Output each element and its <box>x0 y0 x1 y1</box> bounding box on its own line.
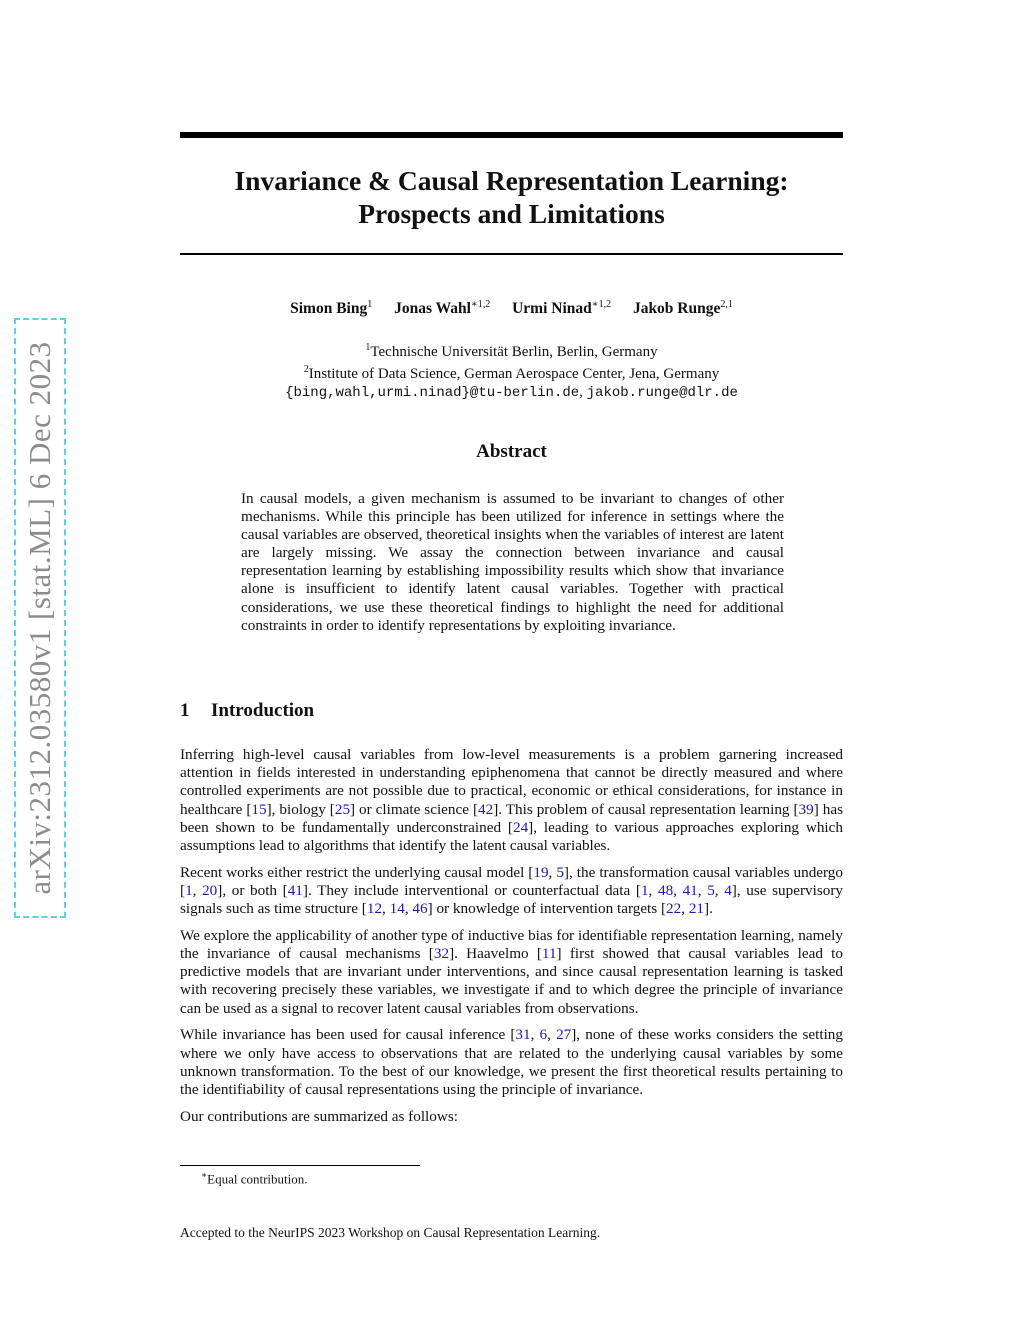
author-affil-mark: ∗1,2 <box>591 299 612 310</box>
author-affil-mark: 1 <box>367 299 373 310</box>
citation-link[interactable]: 27 <box>556 1026 572 1044</box>
body-text-run: , <box>714 881 725 899</box>
body-paragraph <box>180 1108 843 1126</box>
affiliation-1: $^1$Technische Universität Berlin, Berlin, Germany <box>365 342 658 360</box>
body-text-run: , <box>382 900 390 918</box>
body-paragraph <box>180 1026 843 1099</box>
author: Jakob Runge$^{2,1}$ <box>632 299 733 318</box>
citation-link[interactable]: 14 <box>389 900 405 918</box>
body-text-run: While invariance has been used for causal inference [ <box>180 1026 516 1044</box>
body-text-run: , <box>547 1026 557 1044</box>
footnote-text: Equal contribution. <box>207 1171 308 1187</box>
citation-link[interactable]: 5 <box>556 863 564 881</box>
body-text-run: Recent works either restrict the underlying causal model [ <box>180 863 534 881</box>
citation-link[interactable]: 25 <box>334 800 351 818</box>
body-text-run: We explore the applicability of another type of inductive bias for identifiable representation learning, namely the invariance of causal mechanisms [ <box>180 926 843 963</box>
body-text-run: , <box>673 881 683 899</box>
citation-link[interactable]: 11 <box>541 945 557 963</box>
citation-link[interactable]: 15 <box>251 800 267 818</box>
paper-title <box>180 164 843 230</box>
citation-link[interactable]: 41 <box>287 881 303 899</box>
email-2[interactable]: jakob.runge@dlr.de <box>586 385 738 401</box>
citation-link[interactable]: 48 <box>657 881 674 899</box>
section-number: 1 <box>180 700 190 721</box>
citation-link[interactable]: 24 <box>512 818 529 836</box>
body-text-run: ], use supervisory signals such as time structure [ <box>180 881 844 918</box>
citation-link[interactable]: 5 <box>707 881 715 899</box>
body-text-run: ]. This problem of causal representation learning [ <box>493 800 799 818</box>
section-title: Introduction <box>211 700 315 721</box>
citation-link[interactable]: 22 <box>666 900 682 918</box>
citation-link[interactable]: 12 <box>366 900 383 918</box>
body-text-run: , <box>192 881 203 899</box>
body-text-run: , <box>697 881 708 899</box>
title-line-2: Prospects and Limitations <box>358 198 665 229</box>
arxiv-stamp <box>14 318 66 918</box>
body-text-run: ], leading to various approaches exploring which assumptions lead to algorithms that identify the latent causal variables. <box>180 818 843 855</box>
body-text-run: Inferring high-level causal variables from low-level measurements is a problem garnering increased attention in fields interested in understanding epiphenomena that cannot be directly measured and where controlled experiments are not possible due to practical, economic or ethical considerations, for instance in healthcare [ <box>180 746 843 818</box>
venue-note: Accepted to the NeurIPS 2023 Workshop on Causal Representation Learning. <box>180 1225 601 1240</box>
author-affil-mark: 2,1 <box>720 299 733 310</box>
citation-link[interactable]: 19 <box>533 863 549 881</box>
citation-link[interactable]: 1 <box>185 881 193 899</box>
citation-link[interactable]: 42 <box>478 800 494 818</box>
citation-link[interactable]: 21 <box>688 900 705 918</box>
author: Urmi Ninad$^{∗1,2}$ <box>512 299 612 318</box>
footnote-rule <box>180 1165 420 1166</box>
introduction-body <box>180 746 843 1134</box>
footnote <box>201 1170 308 1187</box>
body-paragraph <box>180 746 843 855</box>
body-text-run: ], biology [ <box>266 800 335 818</box>
body-text-run: , <box>548 863 557 881</box>
body-text-run: Our contributions are summarized as follows: <box>180 1107 458 1125</box>
body-text-run: , <box>648 881 658 899</box>
abstract-heading: Abstract <box>476 441 547 462</box>
body-text-run: ]. <box>704 900 713 918</box>
author-emails: {bing,wahl,urmi.ninad}@tu-berlin.de, jakob.runge@dlr.de <box>285 384 738 401</box>
author: Simon Bing$^1$ <box>290 299 373 318</box>
author-affil-mark: ∗1,2 <box>470 299 491 310</box>
abstract-text: In causal models, a given mechanism is assumed to be invariant to changes of other mechanisms. While this principle has been utilized for inference in settings where the causal variables are observed, theoretical insights when the variables of interest are latent are largely missing. We assay the connection between invariance and causal representation learning by establishing impossibility results which show that invariance alone is insufficient to identify latent causal variables. Together with practical considerations, we use these theoretical findings to highlight the need for additional constraints in order to identify representations by exploiting invariance. <box>241 490 784 634</box>
title-bottom-rule <box>180 253 843 255</box>
body-text-run: ], none of these works considers the setting where we only have access to observations that are related to the underlying causal variables by some unknown transformation. To the best of our knowledge, we present the first theoretical results pertaining to the identifiability of causal representations using the principle of invariance. <box>180 1026 843 1098</box>
citation-link[interactable]: 20 <box>202 881 218 899</box>
body-text-run: , <box>681 900 689 918</box>
citation-link[interactable]: 46 <box>412 900 428 918</box>
body-text-run: , <box>530 1026 540 1044</box>
title-line-1: Invariance & Causal Representation Learning: <box>234 165 789 196</box>
citation-link[interactable]: 39 <box>798 800 814 818</box>
body-text-run: ] or climate science [ <box>350 800 479 818</box>
affiliation-2: $^2$Institute of Data Science, German Aerospace Center, Jena, Germany <box>303 364 720 382</box>
body-text-run: , <box>404 900 413 918</box>
section-heading <box>180 700 314 722</box>
body-text-run: ]. They include interventional or counterfactual data [ <box>302 881 641 899</box>
author-list <box>180 299 843 318</box>
citation-link[interactable]: 4 <box>724 881 732 899</box>
body-text-run: ] first showed that causal variables lead to predictive models that are invariant under interventions, and since causal representation learning is tasked with recovering precisely these variables, we investigate if and to which degree the principle of invariance can be used as a signal to recover latent causal variables from observations. <box>180 945 843 1017</box>
body-text-run: ] has been shown to be fundamentally underconstrained [ <box>180 800 843 836</box>
author: Jonas Wahl$^{∗1,2}$ <box>394 299 491 318</box>
citation-link[interactable]: 32 <box>433 945 450 963</box>
arxiv-identifier: arXiv:2312.03580v1 [stat.ML] 6 Dec 2023 <box>22 341 57 895</box>
citation-link[interactable]: 6 <box>539 1026 548 1044</box>
email-group-1[interactable]: {bing,wahl,urmi.ninad}@tu-berlin.de <box>285 385 580 401</box>
body-paragraph <box>180 864 843 919</box>
body-text-run: ], the transformation causal variables undergo [ <box>180 863 843 899</box>
body-text-run: ]. Haavelmo [ <box>449 945 542 963</box>
body-paragraph <box>180 927 843 1018</box>
affiliations <box>180 339 843 402</box>
footnote-mark: ∗ <box>201 1170 208 1180</box>
body-text-run: ] or knowledge of intervention targets [ <box>427 900 667 918</box>
title-top-rule <box>180 132 843 138</box>
citation-link[interactable]: 31 <box>515 1026 531 1044</box>
citation-link[interactable]: 1 <box>640 881 649 899</box>
citation-link[interactable]: 41 <box>682 881 698 899</box>
body-text-run: ], or both [ <box>217 881 288 899</box>
